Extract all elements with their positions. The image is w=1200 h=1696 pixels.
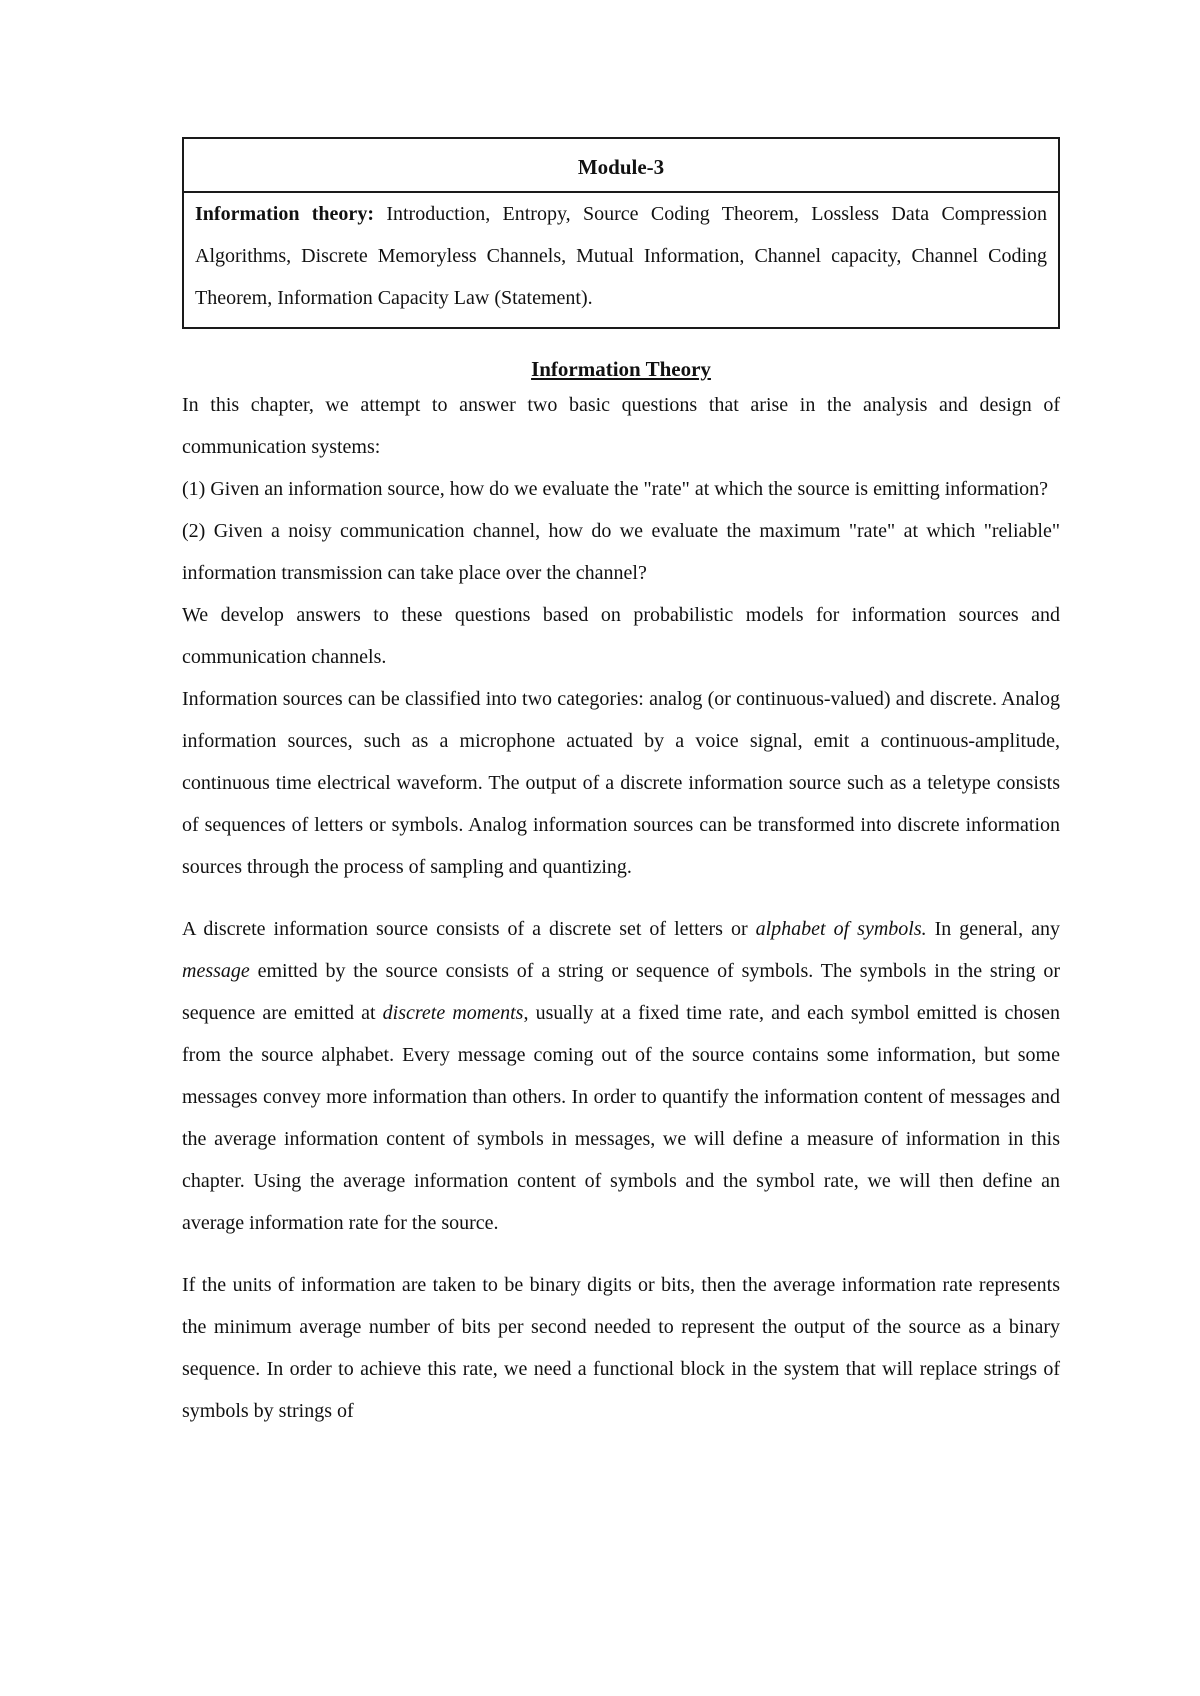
- document-page: [182, 137, 1060, 1432]
- approach-paragraph: We develop answers to these questions based on probabilistic models for information sources and communication channels.: [182, 604, 1060, 668]
- module-topics-lead: Information theory:: [195, 203, 374, 225]
- module-syllabus-box: [182, 137, 1060, 329]
- discrete-text-4: , usually at a fixed time rate, and each symbol emitted is chosen from the source alphabet. Every message coming out of the source contains some information, but some messages convey more information than others. In order to quantify the information content of messages and the average information content of symbols in messages, we will define a measure of information in this chapter. Using the average information content of symbols and the symbol rate, we will then define an average information rate for the source.: [182, 1002, 1061, 1234]
- module-title: Module-3: [184, 139, 1058, 193]
- intro-paragraph: In this chapter, we attempt to answer two basic questions that arise in the analysis and design of communication systems:: [182, 394, 1060, 458]
- discrete-text-2: In general, any: [926, 918, 1060, 940]
- section-title: Information Theory: [531, 357, 711, 381]
- discrete-source-paragraph: [182, 908, 1060, 1244]
- module-topics-list: Introduction, Entropy, Source Coding Theorem, Lossless Data Compression Algorithms, Discrete Memoryless Channels, Mutual Information, Channel capacity, Channel Coding Theorem, Information Capacity Law (Statement).: [195, 203, 1048, 309]
- discrete-text-1: A discrete information source consists of a discrete set of letters or: [182, 918, 756, 940]
- module-topics: [184, 193, 1058, 327]
- bits-paragraph: If the units of information are taken to be binary digits or bits, then the average information rate represents the minimum average number of bits per second needed to represent the output of the source as a binary sequence. In order to achieve this rate, we need a functional block in the system that will replace strings of symbols by strings of: [182, 1274, 1060, 1422]
- discrete-emph-alphabet: alphabet of symbols.: [755, 918, 927, 940]
- sources-paragraph: Information sources can be classified into two categories: analog (or continuous-valued) and discrete. Analog information sources, such as a microphone actuated by a voice signal, emit a continuous-amplitude, continuous time electrical waveform. The output of a discrete information source such as a teletype consists of sequences of letters or symbols. Analog information sources can be transformed into discrete information sources through the process of sampling and quantizing.: [182, 688, 1060, 878]
- question-1: (1) Given an information source, how do we evaluate the "rate" at which the source is emitting information?: [182, 478, 1049, 500]
- question-2: (2) Given a noisy communication channel, how do we evaluate the maximum "rate" at which "reliable" information transmission can take place over the channel?: [182, 520, 1060, 584]
- discrete-text-3: emitted by the source consists of a string or sequence of symbols. The symbols in the string or sequence are emitted at: [182, 960, 1060, 1024]
- discrete-emph-moments: discrete moments: [382, 1002, 524, 1024]
- discrete-emph-message: message: [182, 960, 250, 982]
